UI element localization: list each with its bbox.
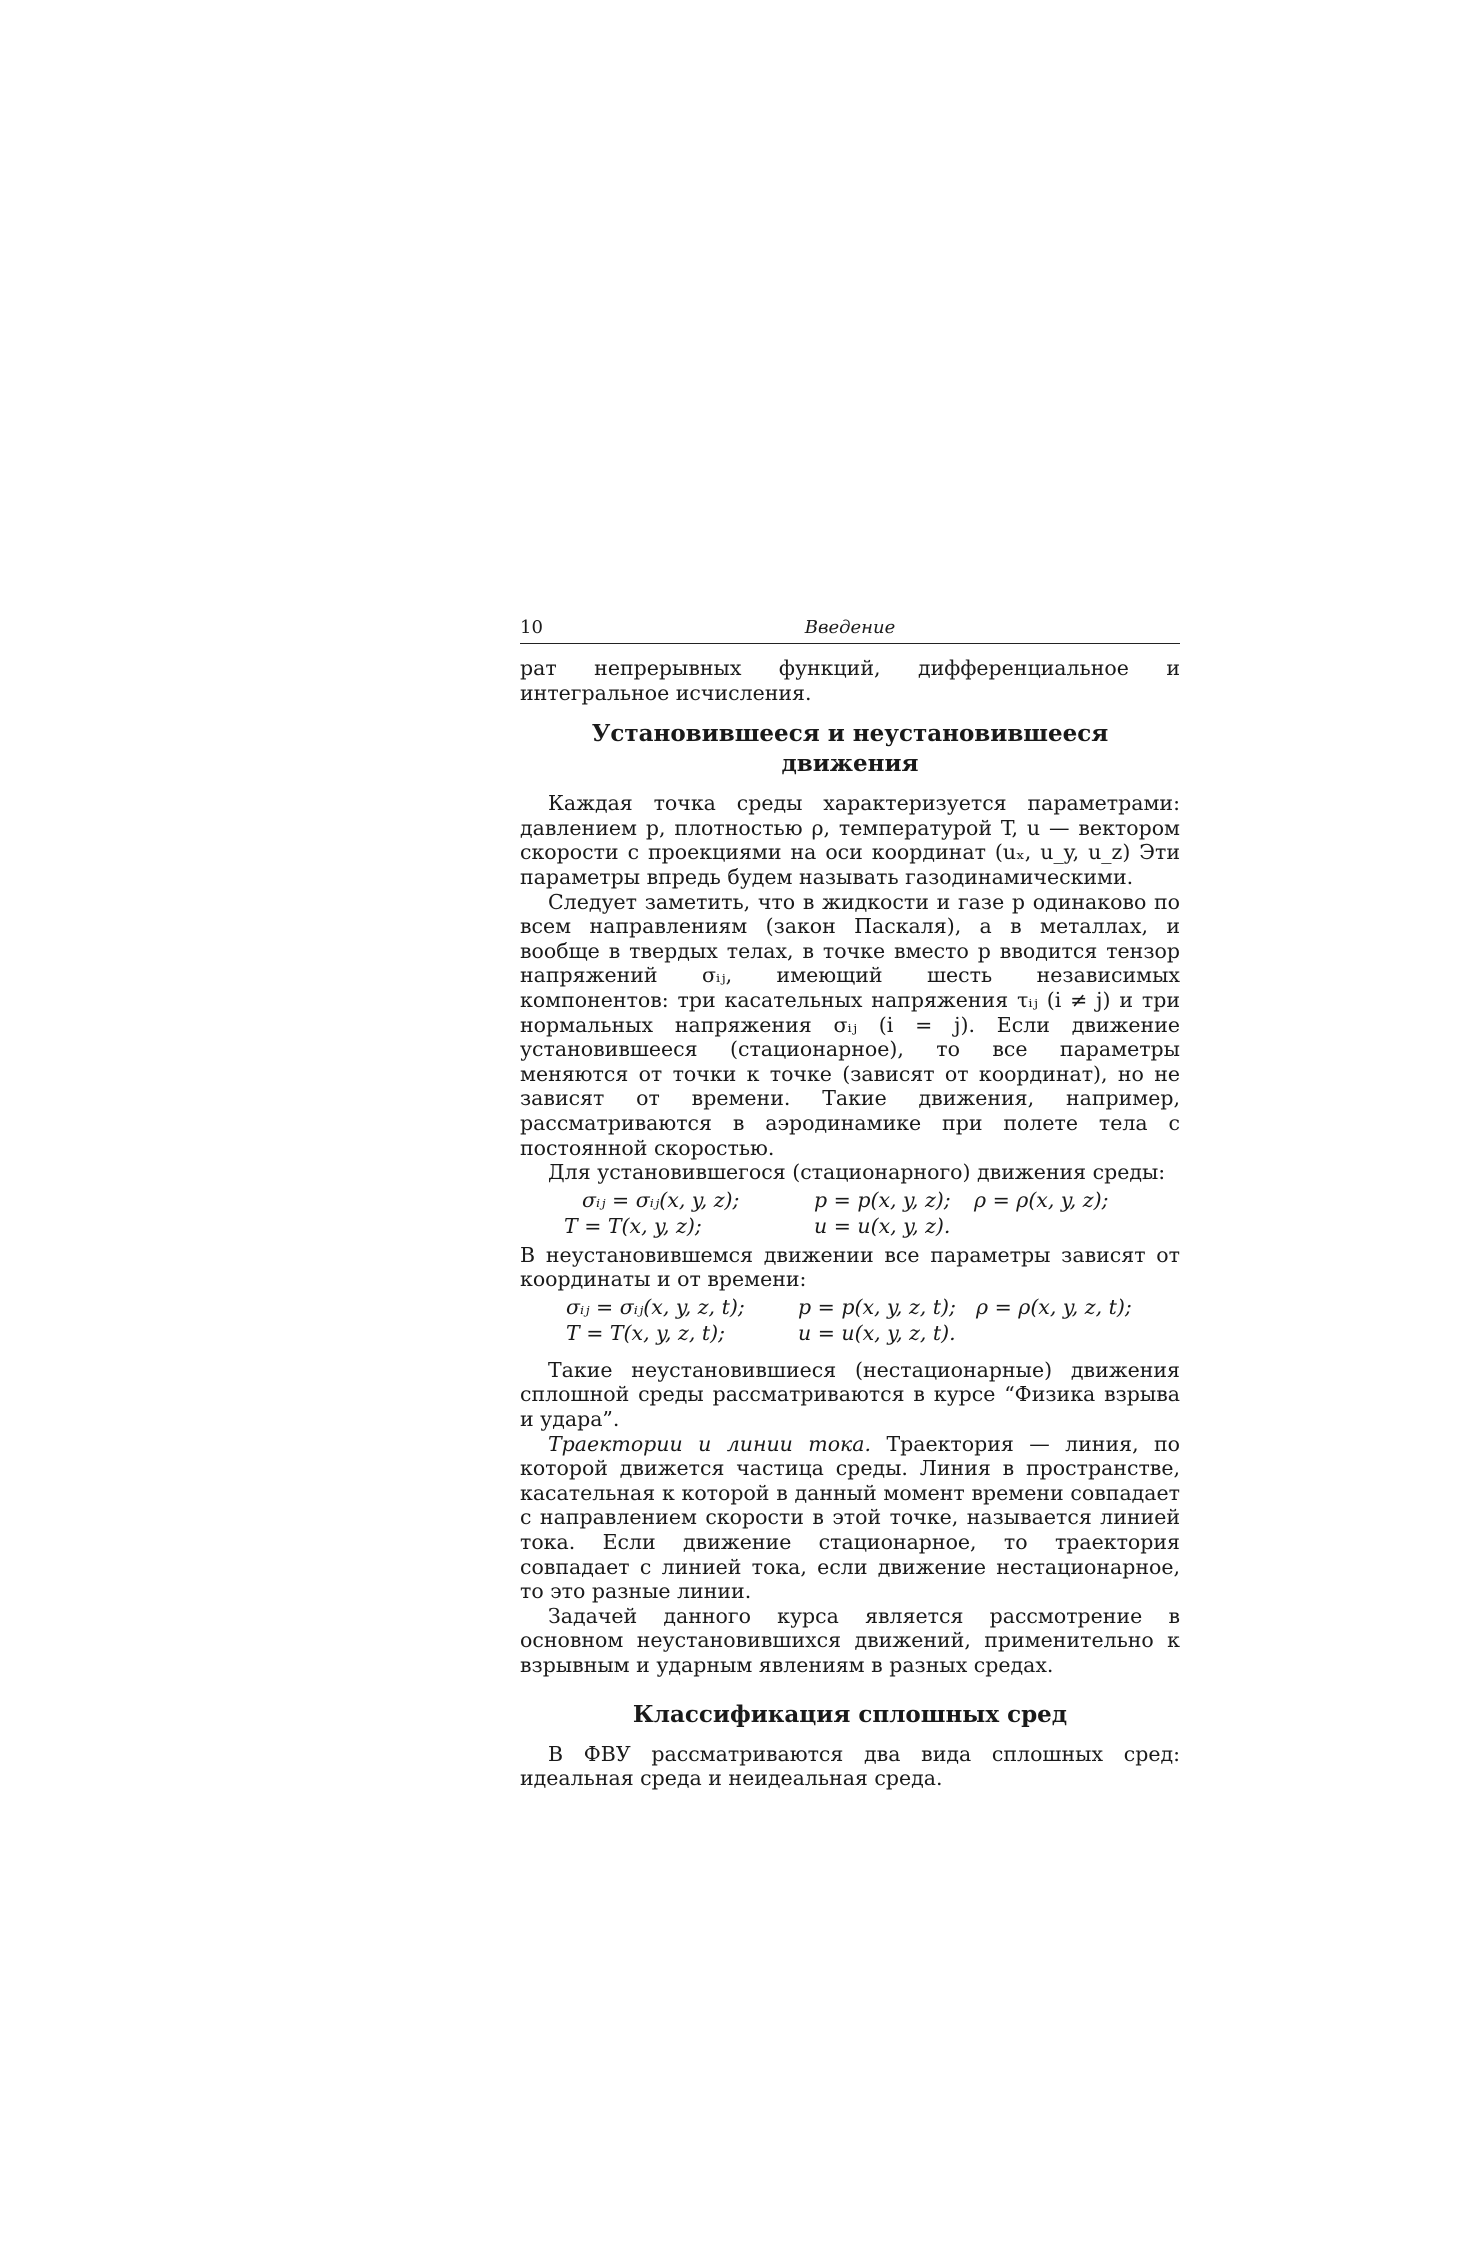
eq-steady-u: u = u(x, y, z).: [814, 1213, 951, 1238]
paragraph-parameters: Каждая точка среды характеризуется параметрами: давлением p, плотностью ρ, температурой T, u — вектором скорости с проекциями на оси координат (uₓ, u_y, u_z) Эти параметры впредь будем называть газодинамическими.: [520, 791, 1180, 889]
paragraph-course-goal: Задачей данного курса является рассмотрение в основном неустановившихся движений, применительно к взрывным и ударным явлениям в разных средах.: [520, 1603, 1180, 1677]
paragraph-steady-intro: Для установившегося (стационарного) движения среды:: [548, 1160, 1166, 1185]
equations-unsteady: [520, 1294, 1180, 1346]
running-title: Введение: [804, 617, 896, 638]
paragraph-trajectories: [520, 1432, 1180, 1604]
running-header: [520, 616, 1180, 642]
section-title-steady-unsteady: Установившееся и неустановившееся движения: [591, 720, 1109, 778]
eq-steady-sigma: σᵢⱼ = σᵢⱼ(x, y, z);: [582, 1187, 740, 1212]
eq-unsteady-p: p = p(x, y, z, t);: [798, 1294, 956, 1319]
paragraph-classification: В ФВУ рассматриваются два вида сплошных сред: идеальная среда и неидеальная среда.: [520, 1741, 1180, 1791]
paragraph-unsteady-intro: В неустановившемся движении все параметры зависят от координаты и от времени:: [520, 1242, 1180, 1292]
eq-steady-rho: ρ = ρ(x, y, z);: [974, 1187, 1109, 1212]
trajectories-text: Траектория — линия, по которой движется частица среды. Линия в пространстве, касательная к которой в данный момент времени совпадает с направлением скорости в этой точке, называется линией тока. Если движение стационарное, то траектория совпадает с линией тока, если движение нестационарное, то это разные линии.: [520, 1431, 1180, 1604]
trajectories-term: Траектории и линии тока.: [548, 1431, 872, 1456]
paragraph-pascal-law: Следует заметить, что в жидкости и газе p одинаково по всем направлениям (закон Паскаля), а в металлах, и вообще в твердых телах, в точке вместо p вводится тензор напряжений σᵢⱼ, имеющий шесть независимых компонентов: три касательных напряжения τᵢⱼ (i ≠ j) и три нормальных напряжения σᵢⱼ (i = j). Если движение установившееся (стационарное), то все параметры меняются от точки к точке (зависят от координат), но не зависят от времени. Такие движения, например, рассматриваются в аэродинамике при полете тела с постоянной скоростью.: [520, 889, 1180, 1160]
page-number: 10: [520, 617, 543, 638]
eq-steady-p: p = p(x, y, z);: [814, 1187, 951, 1212]
eq-steady-T: T = T(x, y, z);: [564, 1213, 702, 1238]
eq-unsteady-sigma: σᵢⱼ = σᵢⱼ(x, y, z, t);: [566, 1294, 745, 1319]
section-title-classification: Классификация сплошных сред: [632, 1700, 1068, 1728]
eq-unsteady-rho: ρ = ρ(x, y, z, t);: [976, 1294, 1132, 1319]
eq-unsteady-u: u = u(x, y, z, t).: [798, 1320, 956, 1345]
intro-paragraph: рат непрерывных функций, дифференциальное и интегральное исчисления.: [520, 656, 1180, 705]
text-block: [520, 616, 1180, 1791]
eq-unsteady-T: T = T(x, y, z, t);: [566, 1320, 726, 1345]
paragraph-explosion-course: Такие неустановившиеся (нестационарные) движения сплошной среды рассматриваются в курсе “Физика взрыва и удара”.: [520, 1357, 1180, 1432]
equations-steady: [520, 1187, 1180, 1239]
